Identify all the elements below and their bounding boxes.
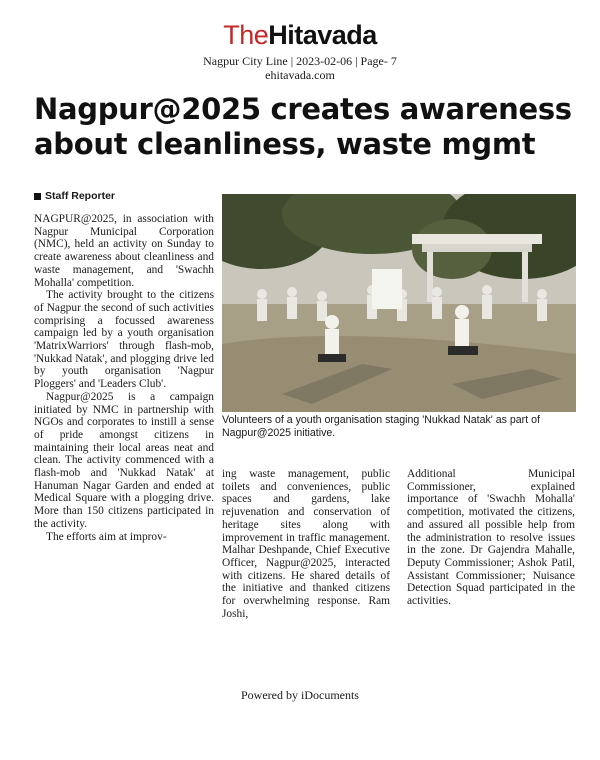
paragraph-4-continued: ing waste management, public toilets and conveniences, public spaces and gardens, lake rejuvenation and conservation of heritage sites along with improvement in traffic management. Malhar Deshpande, Chief Executive Officer, Nagpur@2025, interacted with citizens. He shared details of the initiative and thanked citizens for overwhelming response. Ram Joshi, [222, 468, 390, 620]
square-bullet-icon [34, 193, 41, 200]
photo-caption: Volunteers of a youth organisation staging 'Nukkad Natak' as part of Nagpur@2025 initiative. [222, 414, 540, 439]
paragraph-2: The activity brought to the citizens of Nagpur the second of such activities comprising a focussed awareness campaign led by a youth organisation 'MatrixWarriors' through flash-mob, 'Nukkad Natak', and plogging drive led by youth organisation 'Nagpur Ploggers' and 'Leaders Club'. [34, 289, 214, 391]
powered-by-footer: Powered by iDocuments [241, 688, 359, 702]
article-column-3 [407, 468, 575, 608]
byline [34, 190, 115, 202]
nukkad-natak-photo [222, 194, 576, 412]
newspaper-logo [0, 20, 600, 50]
paragraph-4-end: Additional Municipal Commissioner, explained importance of 'Swachh Mohalla' competition, motivated the citizens, and assured all possible help from the administration to resolve issues in the zone. Dr Gajendra Mahalle, Deputy Commissioner; Ashok Patil, Assistant Commissioner; Nuisance Detection Squad participated in the activities. [407, 468, 575, 608]
paragraph-4-start: The efforts aim at improv- [46, 530, 167, 543]
article-headline: Nagpur@2025 creates awareness about cleanliness, waste mgmt [34, 92, 572, 161]
article-photo [222, 194, 576, 412]
paragraph-3: Nagpur@2025 is a campaign initiated by NMC in partnership with NGOs and corporates to instill a sense of pride amongst citizens in maintaining their local areas neat and clean. The activity commenced with a flash-mob and 'Nukkad Natak' at Hanuman Nagar Garden and ended at Medical Square with a plogging drive. More than 150 citizens participated in the activity. [34, 390, 214, 530]
article-column-2 [222, 468, 390, 620]
logo-name: Hitavada [268, 20, 377, 50]
article-column-1 [34, 213, 214, 543]
masthead [0, 20, 600, 82]
website-link[interactable]: ehitavada.com [265, 68, 335, 82]
paragraph-1: NAGPUR@2025, in association with Nagpur Municipal Corporation (NMC), held an activity on Sunday to create awareness about cleanliness and waste management, and 'Swachh Mohalla' competition. [34, 213, 214, 289]
byline-text: Staff Reporter [45, 190, 116, 202]
logo-the: The [223, 20, 269, 50]
edition-meta: Nagpur City Line | 2023-02-06 | Page- 7 [203, 54, 397, 68]
